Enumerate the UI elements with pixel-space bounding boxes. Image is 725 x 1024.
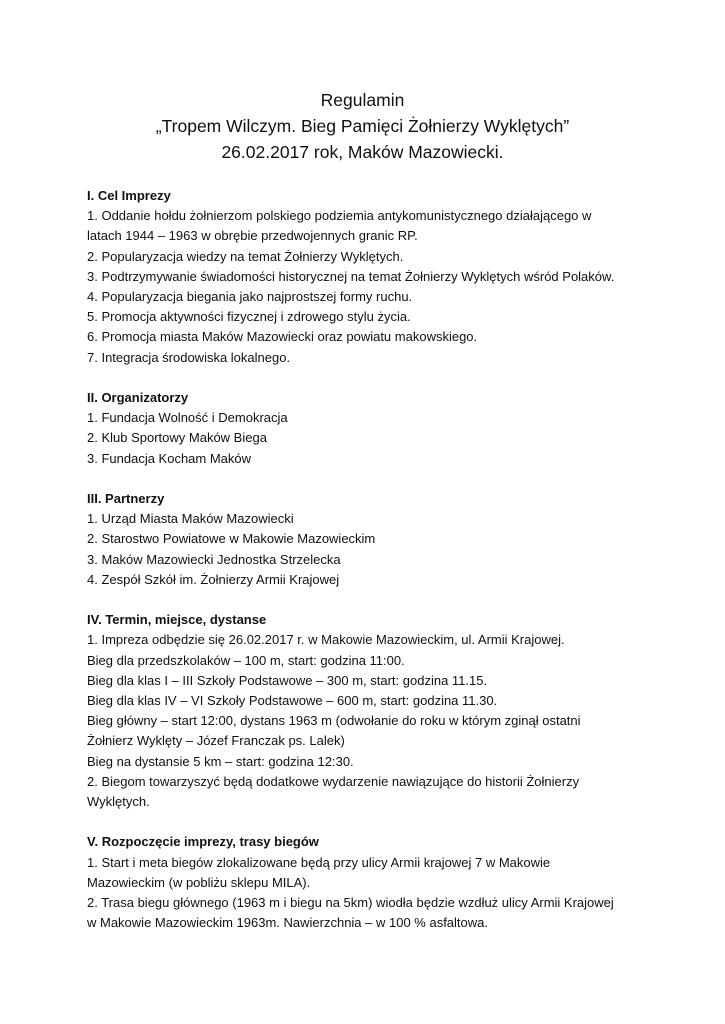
text-line: 1. Urząd Miasta Maków Mazowiecki bbox=[87, 511, 294, 527]
text-line: Bieg dla klas IV – VI Szkoły Podstawowe – 600 m, start: godzina 11.30. bbox=[87, 693, 498, 709]
document-title bbox=[0, 87, 725, 165]
section-heading: IV. Termin, miejsce, dystanse bbox=[87, 612, 267, 628]
title-line-date-place: 26.02.2017 rok, Maków Mazowiecki. bbox=[221, 142, 504, 162]
text-line: 3. Maków Mazowiecki Jednostka Strzelecka bbox=[87, 551, 341, 567]
text-line: 7. Integracja środowiska lokalnego. bbox=[87, 349, 291, 365]
text-line: 2. Trasa biegu głównego (1963 m i biegu na 5km) wiodła będzie wzdłuż ulicy Armii Krajowej bbox=[87, 895, 614, 911]
title-line-regulamin: Regulamin bbox=[320, 90, 405, 110]
text-line: Bieg dla klas I – III Szkoły Podstawowe – 300 m, start: godzina 11.15. bbox=[87, 672, 488, 688]
text-line: 4. Zespół Szkół im. Żołnierzy Armii Krajowej bbox=[87, 571, 340, 587]
text-line: latach 1944 – 1963 w obrębie przedwojennych granic RP. bbox=[87, 228, 418, 244]
section-rozpoczecie-imprezy bbox=[87, 832, 647, 933]
text-line: 5. Promocja aktywności fizycznej i zdrowego stylu życia. bbox=[87, 309, 411, 325]
text-line: Bieg główny – start 12:00, dystans 1963 m (odwołanie do roku w którym zginął ostatni bbox=[87, 713, 581, 729]
text-line: 1. Oddanie hołdu żołnierzom polskiego podziemia antykomunistycznego działającego w bbox=[87, 208, 592, 224]
section-partnerzy bbox=[87, 489, 647, 590]
text-line: Mazowieckim (w pobliżu sklepu MILA). bbox=[87, 874, 311, 890]
text-line: 4. Popularyzacja biegania jako najprostszej formy ruchu. bbox=[87, 289, 413, 305]
text-line: 2. Starostwo Powiatowe w Makowie Mazowieckim bbox=[87, 531, 376, 547]
text-line: Bieg na dystansie 5 km – start: godzina 12:30. bbox=[87, 753, 354, 769]
text-line: Żołnierz Wyklęty – Józef Franczak ps. Lalek) bbox=[87, 733, 345, 749]
text-line: 2. Biegom towarzyszyć będą dodatkowe wydarzenie nawiązujące do historii Żołnierzy bbox=[87, 773, 580, 789]
section-heading: III. Partnerzy bbox=[87, 491, 165, 507]
text-line: 1. Impreza odbędzie się 26.02.2017 r. w Makowie Mazowieckim, ul. Armii Krajowej. bbox=[87, 632, 565, 648]
text-line: Wyklętych. bbox=[87, 794, 150, 810]
text-line: 3. Fundacja Kocham Maków bbox=[87, 450, 252, 466]
text-line: Bieg dla przedszkolaków – 100 m, start: godzina 11:00. bbox=[87, 652, 405, 668]
text-line: w Makowie Mazowieckim 1963m. Nawierzchnia – w 100 % asfaltowa. bbox=[87, 915, 488, 931]
title-line-event-name: „Tropem Wilczym. Bieg Pamięci Żołnierzy Wyklętych” bbox=[155, 116, 570, 136]
section-organizatorzy bbox=[87, 388, 647, 469]
text-line: 1. Start i meta biegów zlokalizowane będą przy ulicy Armii krajowej 7 w Makowie bbox=[87, 854, 551, 870]
section-heading: I. Cel Imprezy bbox=[87, 188, 171, 203]
section-cel-imprezy bbox=[87, 186, 647, 368]
text-line: 2. Popularyzacja wiedzy na temat Żołnierzy Wyklętych. bbox=[87, 248, 404, 264]
section-termin-miejsce-dystanse bbox=[87, 610, 647, 812]
text-line: 6. Promocja miasta Maków Mazowiecki oraz powiatu makowskiego. bbox=[87, 329, 478, 345]
text-line: 3. Podtrzymywanie świadomości historycznej na temat Żołnierzy Wyklętych wśród Polaków. bbox=[87, 268, 615, 284]
section-heading: V. Rozpoczęcie imprezy, trasy biegów bbox=[87, 834, 319, 850]
section-heading: II. Organizatorzy bbox=[87, 390, 189, 406]
text-line: 2. Klub Sportowy Maków Biega bbox=[87, 430, 267, 446]
text-line: 1. Fundacja Wolność i Demokracja bbox=[87, 410, 288, 426]
document-body bbox=[87, 186, 647, 954]
